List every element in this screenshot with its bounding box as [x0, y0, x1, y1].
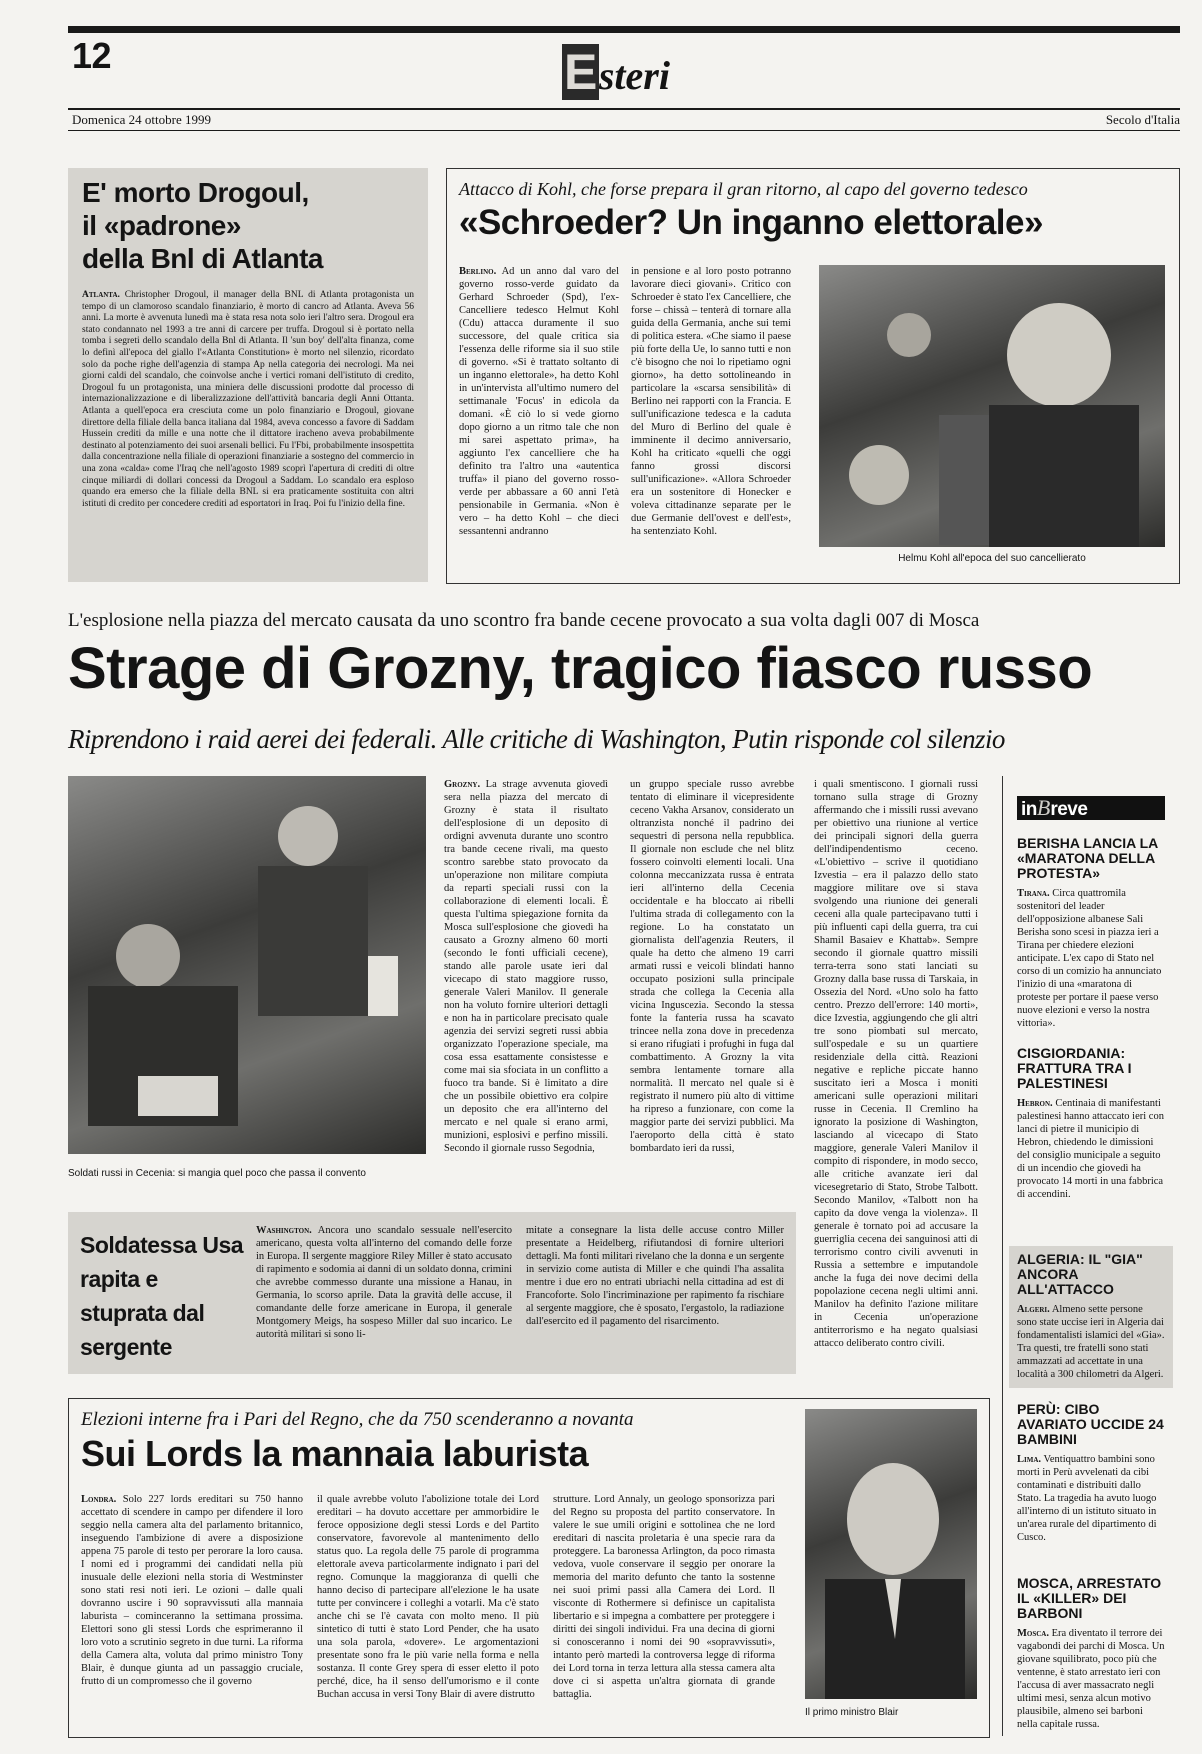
- drogoul-article: [68, 168, 428, 582]
- grozny-caption: Soldati russi in Cecenia: si mangia quel poco che passa il convento: [68, 1168, 366, 1179]
- grozny-col1-text: La strage avvenuta giovedì sera nella piazza del mercato di Grozny è stata il risultato dell'esplosione di un deposito di ordigni avvenuta durante uno scontro tra bande cecene rivali, ma questo scontro sarebbe stato provocato da un'operazione non militare compiuta da reparti speciali russi con la collaborazione di elementi locali. È questa l'ultima spiegazione fornita da Mosca sull'esplosione che giovedì ha causato a Grozny almeno 60 morti (secondo le fonti ufficiali cecene), stando alle parole usate ieri dal vicecapo di stato maggiore russo, generale Valeri Manilov. Il generale non ha voluto fornire ulteriori dettagli e non ha in particolare precisato quale agenzia dei servizi segreti russi abbia organizzato l'operazione speciale, ma cosa essa esattamente consistesse e come mai sia sfociata in un conflitto a fuoco tra bande. Si è limitato a dire che un possibile obiettivo era colpire un deposito che era all'interno del mercato e nel quale si erano armi, munizioni, esplosivi e perfino missili. Secondo il giornale russo Segodnia,: [444, 779, 608, 1154]
- lords-dateline: Londra.: [81, 1494, 117, 1505]
- section-rest: steri: [598, 53, 670, 98]
- lords-caption: Il primo ministro Blair: [805, 1707, 899, 1718]
- brief-item: [1017, 1576, 1165, 1747]
- drogoul-dateline: Atlanta.: [82, 290, 120, 300]
- grozny-headline: Strage di Grozny, tragico fiasco russo: [68, 636, 1093, 701]
- top-rule: [68, 26, 1180, 33]
- drogoul-headline-line2: il «padrone»: [82, 210, 241, 241]
- brief-headline: CISGIORDANIA: FRATTURA TRA I PALESTINESI: [1017, 1045, 1132, 1091]
- drogoul-headline: [82, 176, 412, 275]
- drogoul-headline-line1: E' morto Drogoul,: [82, 177, 309, 208]
- brief-body: Almeno sette persone sono state uccise ieri in Algeria dai fondamentalisti islamici del «Gia». Tra questi, tre fratelli sono stati ammazzati ad accettate in una località a 300 chilometri da Algeri.: [1017, 1304, 1165, 1380]
- kohl-col2: in pensione e al loro posto potranno lavorare dieci giovani». Critico con Schroeder è stato l'ex Cancelliere, che forse – chissà – tenterà di tornare alla guida della Germania, anche sui temi di politica estera. «Che siamo il paese più forte della Ue, lo sanno tutti e non c'è bisogno che noi lo ripetiamo ogni giorno», ha detto sottolineando in particolare la «scarsa sensibilità» di Berlino nei rapporti con la Francia. E sull'unificazione tedesca e la caduta del Muro di Berlino del quale è imminente il decimo anniversario, Kohl ha criticato «quelli che oggi fanno grossi discorsi sull'unificazione». «Allora Schroeder era un sostenitore di Honecker e voleva cittadinanze separate per le due Germanie dell'ovest e dell'est», ha sentenziato Kohl.: [631, 266, 791, 537]
- page-number: 12: [72, 35, 112, 76]
- lords-kicker: Elezioni interne fra i Pari del Regno, che da 750 scenderanno a novanta: [81, 1409, 634, 1430]
- kohl-col1: [459, 265, 619, 565]
- lords-photo-image: [805, 1409, 977, 1699]
- grozny-col2: un gruppo speciale russo avrebbe tentato di eliminare il vicepresidente ceceno Vakha Arsanov, considerato un oltranzista nonché il padrino dei sequestri di persona nella repubblica. Il giornale non esclude che nel blitz fossero coinvolti elementi locali. Una colonna meccanizzata russa è entrata ieri all'interno della Cecenia occidentale e ha bloccato ai ribelli l'ultima strada di collegamento con la regione. Lo ha constatato un giornalista dell'agenzia Reuters, il quale ha detto che almeno 19 carri armati russi e veicoli blindati hanno occupato posizioni sulla principale strada che collega la Cecenia alla vicina Inguscezia. Secondo la stessa fonte la fanteria russa ha scavato trincee nella zona dove in precedenza si erano rifugiati i profughi in fuga dal combattimento. A Grozny la vita sembra lentamente tornare alla normalità. Il mercato nel quale si è registrato il numero più alto di vittime ha ripreso a funzionare, con come la maggior parte dei servizi pubblici. Ma l'aeroporto della città è stato bombardato ieri da russi,: [630, 779, 794, 1154]
- soldatessa-col1-text: Ancora uno scandalo sessuale nell'esercito americano, questa volta all'interno del comando delle forze in Europa. Il sergente maggiore Riley Miller è stato accusato di rapimento e sodomia ai danni di un soldato donna, crimini che avrebbe commesso durante una missione a Hanau, in Germania, lo scorso aprile. Data la gravità delle accuse, il comandante delle forze americane in Europa, il generale Montgomery Meigs, ha sospeso Miller dal suo incarico. Le autorità militari si sono li-: [256, 1225, 513, 1340]
- brief-headline: BERISHA LANCIA LA «MARATONA DELLA PROTESTA»: [1017, 835, 1158, 881]
- grozny-kicker: L'esplosione nella piazza del mercato causata da uno scontro fra bande cecene provocato a sua volta dagli 007 di Mosca: [68, 610, 980, 631]
- in-breve-title: [1017, 796, 1165, 820]
- in-breve-sidebar: [1002, 776, 1179, 1736]
- kohl-photo-image: [819, 265, 1165, 547]
- brief-item: [1017, 835, 1165, 1029]
- brief-text: [1017, 1097, 1165, 1222]
- section-initial: E: [564, 44, 597, 100]
- soldatessa-col1: [256, 1224, 512, 1364]
- brief-headline: MOSCA, ARRESTATO IL «KILLER» DEI BARBONI: [1017, 1575, 1162, 1621]
- drogoul-body: [82, 290, 414, 576]
- lords-col1: [81, 1493, 303, 1729]
- brief-headline: PERÙ: CIBO AVARIATO UCCIDE 24 BAMBINI: [1017, 1401, 1164, 1447]
- brief-dateline: Hebron.: [1017, 1098, 1053, 1109]
- section-title: [562, 44, 670, 104]
- kohl-headline: «Schroeder? Un inganno elettorale»: [459, 203, 1043, 242]
- issue-date: Domenica 24 ottobre 1999: [72, 112, 211, 127]
- kohl-photo: [819, 265, 1165, 547]
- brief-dateline: Algeri.: [1017, 1304, 1050, 1315]
- masthead-bottom-rule: [68, 130, 1180, 131]
- drogoul-headline-line3: della Bnl di Atlanta: [82, 243, 323, 274]
- kohl-col1-text: Ad un anno dal varo del governo rosso-verde guidato da Gerhard Schroeder (Spd), l'ex-Cancelliere tedesco Helmut Kohl (Cdu) attacca duramente il suo successore, del quale critica sia l'essenza delle riforme sia il suo stile di governo. «Si è trattato soltanto di un inganno elettorale», ha detto Kohl in un'intervista all'ultimo numero del settimanale 'Focus' in edicola da domani. «È ciò lo si vede giorno dopo giorno a un ritmo tale che non mi sarei aspettato prima», ha aggiunto l'ex cancelliere che ha definito tra l'altro una «autentica truffa» il piano del governo rosso-verde per abbassare a 60 anni l'età pensionabile in Germania. «Non è vero – ha detto Kohl – che dieci sessantenni andranno: [459, 266, 620, 537]
- brief-headline: ALGERIA: IL "GIA" ANCORA ALL'ATTACCO: [1017, 1251, 1143, 1297]
- kohl-kicker: Attacco di Kohl, che forse prepara il gran ritorno, al capo del governo tedesco: [459, 179, 1028, 199]
- lords-photo: [805, 1409, 977, 1699]
- soldatessa-headline: Soldatessa Usa rapita e stuprata dal sergente: [80, 1232, 244, 1360]
- brief-body: Ventiquattro bambini sono morti in Perù avvelenati da cibi contaminati e distribuiti dallo Stato. La tragedia ha avuto luogo all'interno di un istituto situato in un'area rurale del dipartimento di Cusco.: [1017, 1454, 1157, 1543]
- grozny-col3: i quali smentiscono. I giornali russi tornano sulla strage di Grozny affermando che i missili russi avevano per obiettivo una riunione al vertice dei principali signori della guerra dell'indipendentismo ceceno. «L'obiettivo – scrive il quotidiano Izvestia – era il palazzo dello stato maggiore militare ove si stava svolgendo una riunione dei generali ceceni alla quale partecipavano tutti i più influenti capi della guerra, tra cui Shamil Basaiev e Khattab». Sempre secondo il giornale quattro missili terra-terra sono stati lanciati su Grozny dalla base russa di Tarskaia, in Ossezia del Nord. «Uno solo ha fatto centro. Prezzo dell'errore: 140 morti», dice Izvestia, aggiungendo che gli altri tre sono piombati sul mercato, sull'ospedale e su un quartiere residenziale della città. Reazioni negative e repliche piccate hanno suscitato ieri a Mosca i moniti americani sulle operazioni militari russe in Cecenia. Il Cremlino ha ignorato la posizione di Washington, lasciando al vicecapo di Stato maggiore, generale Valeri Manilov il compito di rispondere, in modo secco, alle critiche avanzate ieri dal vicesegretario di Stato, Strobe Talbott. Secondo Manilov, «Talbott non ha capito da dove venga la violenza». Il generale è tornato poi ad accusare la guerriglia cecena dei sanguinosi atti di terrorismo contro civili avvenuti in Russia a settembre e imputandole anche la fuga dei nove decimi della popolazione cecena negli ultimi anni. Manilov ha definito l'azione militare in Cecenia un'operazione antiterrorismo e ha negato qualsiasi attacco deliberato contro civili.: [814, 779, 978, 1349]
- lords-col3: strutture. Lord Annaly, un geologo sponsorizza pari del Regno su proposta del partito conservatore. In valere le sue umili origini e sottolinea che ne lord ereditari di nascita proletaria è una specie rara da proteggere. La baronessa Arlington, da poco rimasta vedova, vuole conservare il seggio per onorare la memoria del marito defunto che tanto la sostenne nei suoi primi passi alla Camera dei Lord. Il visconte di Rothermere si definisce un capitalista libertario e si impegna a combattere per proteggere i diritti dei singoli individui. Fra una decina di giorni si conosceranno i nomi dei 90 «sopravvissuti», intanto però martedì la controversa legge di riforma dei Lord torna in terza lettura alla stessa camera alta dove ci si aspetta un'altra giornata di grande battaglia.: [553, 1494, 775, 1700]
- in-breve-title-post: reve: [1050, 799, 1088, 820]
- brief-text: [1017, 1453, 1165, 1563]
- brief-item: [1017, 1046, 1165, 1222]
- soldatessa-col2: mitate a consegnare la lista delle accuse contro Miller presentate a Heidelberg, rifiutandosi di fornire ulteriori dettagli. Ma fonti militari rivelano che la donna e un sergente in servizio come autista di Miller e che quindi l'ha assalita mentre i due ero no entrati ubriachi nella cittadina ad est di Francoforte. Solo l'incriminazione per rapimento fa rischiare al sergente maggiore, che è sposato, l'ergastolo, la radiazione dall'esercito ed il pagamento del risarcimento.: [526, 1225, 784, 1327]
- brief-text: [1017, 1303, 1165, 1389]
- brief-body: Circa quattromila sostenitori del leader dell'opposizione albanese Sali Berisha sono scesi in piazza ieri a Tirana per chiedere elezioni anticipate. L'ex capo di Stato nel corso di un comizio ha annunciato l'inizio di una «maratona di proteste per portare il paese verso nuove elezioni e verso la nostra vittoria».: [1017, 888, 1162, 1029]
- soldatessa-dateline: Washington.: [256, 1225, 312, 1236]
- grozny-subhead: Riprendono i raid aerei dei federali. Alle critiche di Washington, Putin risponde col silenzio: [68, 724, 1005, 754]
- brief-body: Centinaia di manifestanti palestinesi hanno attaccato ieri con lanci di pietre il municipio di Hebron, chiedendo le dimissioni del consiglio municipale a seguito di un incendio che giovedì ha provocato 14 morti in una fabbrica di accendini.: [1017, 1098, 1164, 1200]
- kohl-dateline: Berlino.: [459, 266, 497, 277]
- lords-col2: il quale avrebbe voluto l'abolizione totale dei Lord ereditari – ha dovuto accettare per ammorbidire le feroce opposizione degli stessi Lords e del Partito conservatore, favorevole al mantenimento dello status quo. La regola delle 75 parole di programma elettorale aveva particolarmente indignato i pari del regno. Comunque la maggioranza di quelli che hanno deciso di partecipare all'elezione le ha usate tutte per convincere i colleghi a votarli. Ma c'è stato anche chi se l'è cavata con molto meno. Il più sintetico di tutti è stato Lord Pender, che ha usato una sola parola, «dovere». Le argomentazioni presentate sono fra le più varie nella forma e nella sostanza. Il conte Grey spera di esser eletto il poto perché, dice, ha il senso dell'umorismo e il conte Buchan accusa in versi Tony Blair di avere distrutto: [317, 1494, 539, 1700]
- brief-dateline: Lima.: [1017, 1454, 1042, 1465]
- masthead-rule: [68, 108, 1180, 110]
- brief-item: [1017, 1402, 1165, 1563]
- brief-dateline: Tirana.: [1017, 888, 1050, 899]
- brief-text: [1017, 887, 1165, 1029]
- grozny-photo: [68, 776, 426, 1154]
- grozny-photo-image: [68, 776, 426, 1154]
- grozny-col1: [444, 778, 608, 1180]
- kohl-article: [446, 168, 1180, 584]
- soldatessa-article: [68, 1212, 796, 1374]
- publication-name: Secolo d'Italia: [1105, 112, 1180, 127]
- brief-body: Era diventato il terrore dei vagabondi dei parchi di Mosca. Un giovane squilibrato, poco più che ventenne, è stato arrestato ieri con l'accusa di aver massacrato negli ultimi mesi, senza alcun motivo plausibile, almeno sei barboni nella capitale russa.: [1017, 1628, 1165, 1730]
- brief-text: [1017, 1627, 1165, 1747]
- lords-col1-text: Solo 227 lords ereditari su 750 hanno accettato di scendere in campo per difendere il loro seggio nella camera alta del parlamento britannico, inseguendo l'ambizione di avere a disposizione appena 75 parole di testo per perorare la loro causa. I nomi ed i programmi dei candidati nella più inusuale delle elezioni nella storia di Westminster sono stati resi noti ieri. Le ozioni – dalle quali dovranno uscire i 90 sopravvissuti alla mannaia laburista – cominceranno la settimana prossima. Elettori sono gli stessi Lords che esprimeranno il loro voto a scrutinio segreto in due turni. La riforma della Camera alta, voluta dal primo ministro Tony Blair, è dunque giunta ad un passaggio cruciale, frutto di un compromesso che il governo: [81, 1494, 304, 1687]
- in-breve-title-cap: B: [1036, 795, 1051, 820]
- lords-article: [68, 1398, 990, 1738]
- brief-dateline: Mosca.: [1017, 1628, 1049, 1639]
- kohl-caption: Helmu Kohl all'epoca del suo cancellierato: [898, 553, 1086, 564]
- in-breve-title-pre: in: [1021, 799, 1037, 820]
- brief-item: [1009, 1246, 1173, 1388]
- lords-headline: Sui Lords la mannaia laburista: [81, 1433, 589, 1474]
- drogoul-text: Christopher Drogoul, il manager della BNL di Atlanta protagonista un tempo di un clamoroso scandalo finanziario, è morto di cancro ad Atlanta. Aveva 56 anni. La morte è avvenuta lunedì ma è stata resa nota solo ieri l'altro sera. Drogoul era stato condannato nel 1993 a tre anni di carcere per truffa. Drogoul si è portato nella tomba i segreti dello scandalo della Bnl di Atlanta. Il 'sun boy' dell'alta finanza, come lo definì all'epoca del giallo l'«Atlanta Constitution» è morto nel silenzio, ricordato solo da poche righe dell'agenzia di stampa Ap nella categoria dei necrologi. Ma nei giorni caldi del scandalo, che coinvolse anche i vertici romani dell'istituto di credito, Drogoul fu un protagonista, una miniera delle discussioni prodotte dal processo di internazionalizzazione e di liberalizzazione dell'attività bancaria degli Anni Ottanta. Atlanta a quell'epoca era cresciuta come un polo finanziario e Drogoul, giovane direttore della filiale della banca italiana dal 1984, aveva concesso a favore di Saddam Hussein crediti da mille e una notte che il dittatore iracheno aveva probabilmente destinato al potenziamento dei suoi arsenali bellici. Fu l'Fbi, probabilmente insospettita dalla concentrazione nella filiale di operazioni finanziarie a sostegno del commercio in una zona «calda» come l'Iraq che nell'agosto 1989 scoprì l'apertura di crediti di oltre cinque miliardi di dollari concessi da Drogoul a Saddam. Lo scandalo era esploso quando era emerso che la filiale della BNL si era praticamente sostituita con altri istituti di credito per concedere crediti ad esportatori in Iraq. Poi fu l'inizio della fine.: [82, 290, 415, 509]
- grozny-dateline: Grozny.: [444, 779, 481, 790]
